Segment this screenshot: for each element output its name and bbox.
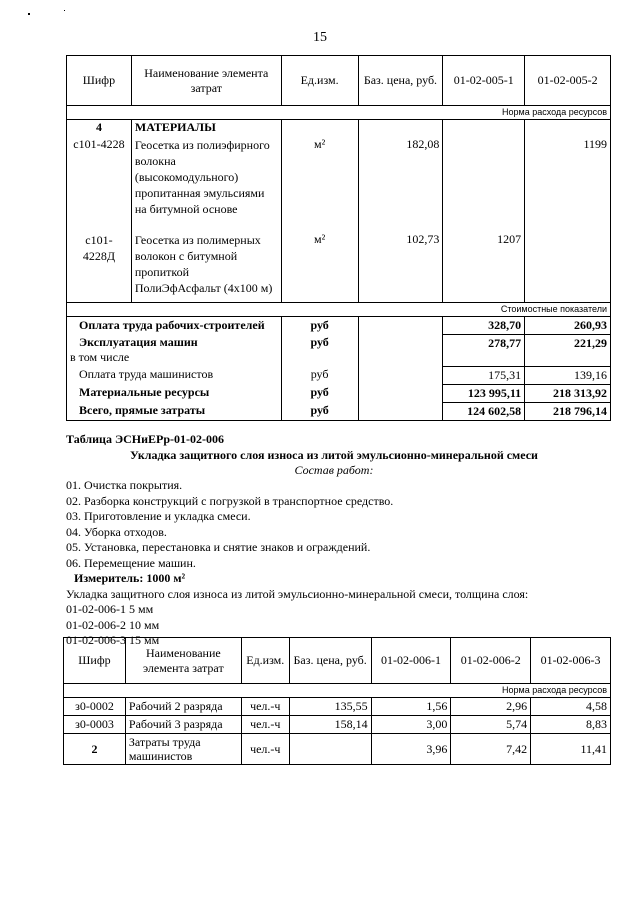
row-v1 — [443, 136, 525, 224]
cost-unit: руб — [281, 316, 358, 334]
table-header-row — [64, 638, 611, 684]
cost-sublabel: в том числе — [70, 350, 130, 364]
table-row — [64, 716, 611, 734]
cost-unit: руб — [281, 334, 358, 366]
row-v1: 1,56 — [371, 698, 451, 716]
cost-band: Стоимостные показатели — [67, 302, 611, 316]
row-name: Затраты труда машинистов — [125, 734, 241, 765]
works-list — [66, 478, 528, 649]
row-v3: 4,58 — [531, 698, 611, 716]
row-v2: 2,96 — [451, 698, 531, 716]
row-price: 158,14 — [289, 716, 371, 734]
header-name: Наименование элемента затрат — [131, 56, 281, 106]
table-row — [67, 224, 611, 302]
header-unit: Ед.изм. — [281, 56, 358, 106]
row-price — [289, 734, 371, 765]
meter: Измеритель: 1000 м² — [74, 571, 186, 585]
header-col3: 01-02-006-3 — [531, 638, 611, 684]
section-title: МАТЕРИАЛЫ — [131, 120, 281, 137]
cost-row — [67, 334, 611, 366]
work-item: 03. Приготовление и укладка смеси. — [66, 509, 251, 523]
work-item: 05. Установка, перестановка и снятие знаков и ограждений. — [66, 540, 371, 554]
cost-v1: 123 995,11 — [443, 384, 525, 402]
cost-v2: 218 313,92 — [525, 384, 611, 402]
scan-speck — [28, 13, 30, 15]
cost-row — [67, 402, 611, 420]
cost-v1: 124 602,58 — [443, 402, 525, 420]
cost-unit: руб — [281, 402, 358, 420]
cost-row — [67, 384, 611, 402]
table-header-row — [67, 56, 611, 106]
cost-v2: 218 796,14 — [525, 402, 611, 420]
scan-speck — [64, 10, 65, 11]
row-unit: чел.-ч — [241, 734, 289, 765]
row-unit: чел.-ч — [241, 716, 289, 734]
header-code: Шифр — [64, 638, 126, 684]
row-v1: 3,00 — [371, 716, 451, 734]
header-col1: 01-02-006-1 — [371, 638, 451, 684]
row-unit: м² — [281, 136, 358, 224]
header-col1: 01-02-005-1 — [443, 56, 525, 106]
row-name: Рабочий 3 разряда — [125, 716, 241, 734]
cost-v1: 278,77 — [443, 334, 525, 366]
header-name: Наименование элемента затрат — [125, 638, 241, 684]
row-name: Геосетка из полимерных волокон с битумной пропиткой ПолиЭфАсфальт (4х100 м) — [131, 224, 281, 302]
table-row — [64, 734, 611, 765]
resource-table-005 — [66, 55, 611, 421]
section-row — [67, 120, 611, 137]
cost-row — [67, 316, 611, 334]
variant-item: 01-02-006-3 15 мм — [66, 633, 160, 647]
cost-label: Эксплуатация машин — [79, 335, 198, 349]
row-v2: 5,74 — [451, 716, 531, 734]
header-col2: 01-02-005-2 — [525, 56, 611, 106]
row-price: 102,73 — [358, 224, 443, 302]
page-number: 15 — [313, 30, 327, 45]
cost-label: Материальные ресурсы — [67, 384, 282, 402]
table-row — [64, 698, 611, 716]
row-unit: м² — [281, 224, 358, 302]
cost-v2: 260,93 — [525, 316, 611, 334]
header-price: Баз. цена, руб. — [289, 638, 371, 684]
section-number: 4 — [67, 120, 132, 137]
norm-band: Норма расхода ресурсов — [67, 106, 611, 120]
resource-table-006 — [63, 637, 611, 765]
cost-v2: 221,29 — [525, 334, 611, 366]
cost-v2: 139,16 — [525, 366, 611, 384]
works-title: Состав работ: — [294, 463, 374, 477]
header-code: Шифр — [67, 56, 132, 106]
cost-label: Оплата труда машинистов — [67, 366, 282, 384]
row-code: з0-0002 — [64, 698, 126, 716]
header-unit: Ед.изм. — [241, 638, 289, 684]
cost-unit: руб — [281, 366, 358, 384]
row-name: Геосетка из полиэфирного волокна (высокомодульного) пропитанная эмульсиями на битумной основе — [131, 136, 281, 224]
cost-v1: 328,70 — [443, 316, 525, 334]
row-v1: 3,96 — [371, 734, 451, 765]
cost-label: Всего, прямые затраты — [67, 402, 282, 420]
cost-unit: руб — [281, 384, 358, 402]
work-item: 01. Очистка покрытия. — [66, 478, 183, 492]
row-code: с101-4228Д — [67, 224, 132, 302]
row-unit: чел.-ч — [241, 698, 289, 716]
norm-band: Норма расхода ресурсов — [64, 684, 611, 698]
variant-item: 01-02-006-2 10 мм — [66, 617, 160, 632]
cost-label: Оплата труда рабочих-строителей — [67, 316, 282, 334]
header-price: Баз. цена, руб. — [358, 56, 443, 106]
row-v2 — [525, 224, 611, 302]
row-v1: 1207 — [443, 224, 525, 302]
row-v2: 1199 — [525, 136, 611, 224]
description: Укладка защитного слоя износа из литой эмульсионно-минеральной смеси, толщина слоя: — [66, 586, 529, 601]
table-subtitle: Укладка защитного слоя износа из литой эмульсионно-минеральной смеси — [130, 448, 538, 462]
table-title: Таблица ЭСНиЕРр-01-02-006 — [66, 432, 225, 446]
cost-row — [67, 366, 611, 384]
variant-item: 01-02-006-1 5 мм — [66, 602, 154, 616]
header-col2: 01-02-006-2 — [451, 638, 531, 684]
row-price: 182,08 — [358, 136, 443, 224]
row-price: 135,55 — [289, 698, 371, 716]
row-code: с101-4228 — [67, 136, 132, 224]
row-v3: 11,41 — [531, 734, 611, 765]
work-item: 04. Уборка отходов. — [66, 524, 167, 539]
work-item: 06. Перемещение машин. — [66, 555, 196, 570]
row-v3: 8,83 — [531, 716, 611, 734]
row-code: з0-0003 — [64, 716, 126, 734]
row-name: Рабочий 2 разряда — [125, 698, 241, 716]
row-v2: 7,42 — [451, 734, 531, 765]
table-row — [67, 136, 611, 224]
cost-v1: 175,31 — [443, 366, 525, 384]
work-item: 02. Разборка конструкций с погрузкой в транспортное средство. — [66, 493, 394, 508]
row-code: 2 — [64, 734, 126, 765]
